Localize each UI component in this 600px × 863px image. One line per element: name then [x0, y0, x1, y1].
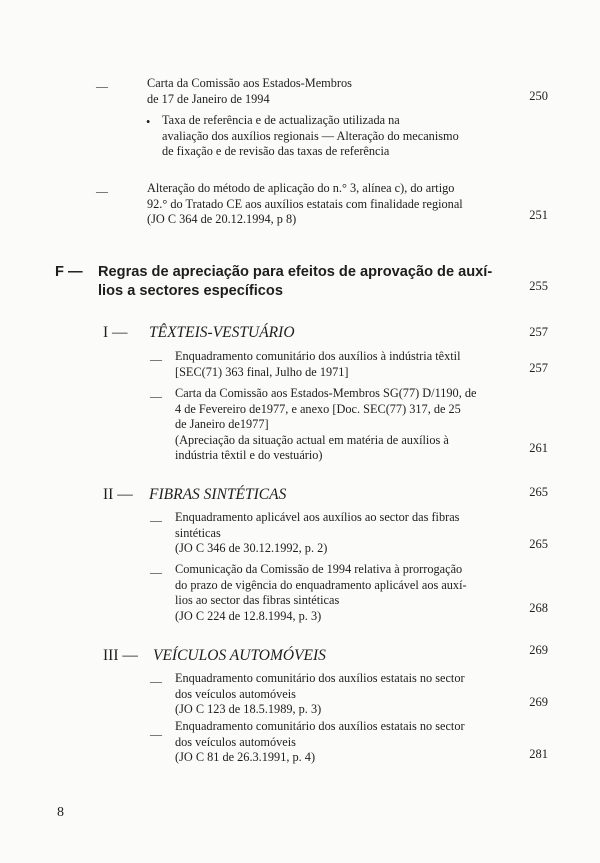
entry-text: [147, 76, 517, 107]
entry-line: Enquadramento comunitário dos auxílios estatais no sector: [175, 719, 465, 733]
entry-line: 92.° do Tratado CE aos auxílios estatais com finalidade regional: [147, 196, 463, 211]
entry-dash: —: [150, 565, 162, 579]
entry-line: indústria têxtil e do vestuário): [175, 448, 323, 462]
entry-line: Comunicação da Comissão de 1994 relativa à prorrogação: [175, 562, 463, 576]
entry-dash: —: [96, 79, 108, 93]
entry-line: dos veículos automóveis: [175, 734, 296, 749]
entry-text: [175, 349, 520, 380]
entry-dash: —: [150, 674, 162, 688]
entry-line: sintéticas: [175, 525, 221, 540]
entry-line: Carta da Comissão aos Estados-Membros SG(77) D/1190, de: [175, 386, 477, 400]
page-ref: 255: [529, 279, 548, 293]
entry-dash: —: [150, 389, 162, 403]
entry-text: [175, 671, 520, 718]
section-heading-line: lios a sectores específicos: [98, 283, 283, 299]
subsection-title: FIBRAS SINTÉTICAS: [149, 486, 287, 503]
entry-line: (JO C 346 de 30.12.1992, p. 2): [175, 541, 328, 555]
entry-line: [SEC(71) 363 final, Julho de 1971]: [175, 364, 349, 379]
subsection-title: VEÍCULOS AUTOMÓVEIS: [153, 647, 326, 664]
entry-line: Alteração do método de aplicação do n.° 3, alínea c), do artigo: [147, 181, 455, 195]
page-ref: 250: [529, 89, 548, 103]
entry-dash: —: [150, 513, 162, 527]
section-heading-line: Regras de apreciação para efeitos de aprovação de auxí-: [98, 264, 493, 280]
page-ref: 257: [529, 361, 548, 375]
page-ref: 261: [529, 441, 548, 455]
section-letter: F —: [55, 264, 83, 280]
subsection-numeral: III —: [103, 647, 138, 664]
bullet-text: [162, 113, 522, 160]
bullet-icon: •: [146, 115, 151, 129]
entry-dash: —: [150, 727, 162, 741]
entry-text: [175, 719, 520, 766]
page-ref: 251: [529, 208, 548, 222]
bullet-line: Taxa de referência e de actualização utilizada na: [162, 113, 400, 127]
entry-line: de Janeiro de1977]: [175, 417, 269, 431]
entry-line: Enquadramento aplicável aos auxílios ao sector das fibras: [175, 510, 460, 524]
entry-line: (JO C 81 de 26.3.1991, p. 4): [175, 750, 316, 764]
entry-text: [175, 386, 520, 464]
entry-line: Carta da Comissão aos Estados-Membros: [147, 76, 352, 90]
page-ref: 265: [529, 537, 548, 551]
entry-line: Enquadramento comunitário dos auxílios estatais no sector: [175, 671, 465, 685]
entry-dash: —: [96, 184, 108, 198]
entry-line: (JO C 123 de 18.5.1989, p. 3): [175, 702, 322, 716]
subsection-numeral: II —: [103, 486, 133, 503]
entry-line: de 17 de Janeiro de 1994: [147, 91, 270, 106]
page-ref: 265: [529, 485, 548, 499]
entry-text: [175, 510, 520, 557]
subsection-title: TÊXTEIS-VESTUÁRIO: [149, 324, 295, 341]
entry-line: (JO C 364 de 20.12.1994, p 8): [147, 212, 297, 226]
page-ref: 269: [529, 695, 548, 709]
entry-line: (Apreciação da situação actual em matéria de auxílios à: [175, 432, 449, 447]
entry-text: [147, 181, 517, 228]
subsection-numeral: I —: [103, 324, 128, 341]
page-number: 8: [57, 805, 64, 820]
page-ref: 257: [529, 325, 548, 339]
entry-line: do prazo de vigência do enquadramento aplicável aos auxí-: [175, 577, 467, 592]
bullet-line: de fixação e de revisão das taxas de referência: [162, 144, 390, 158]
section-heading: [98, 263, 518, 301]
bullet-line: avaliação dos auxílios regionais — Alteração do mecanismo: [162, 128, 459, 143]
entry-line: lios ao sector das fibras sintéticas: [175, 593, 340, 607]
entry-line: 4 de Fevereiro de1977, e anexo [Doc. SEC(77) 317, de 25: [175, 401, 461, 416]
entry-text: [175, 562, 520, 624]
page-ref: 269: [529, 643, 548, 657]
page-ref: 268: [529, 601, 548, 615]
entry-line: Enquadramento comunitário dos auxílios à indústria têxtil: [175, 349, 461, 363]
page-ref: 281: [529, 747, 548, 761]
entry-line: (JO C 224 de 12.8.1994, p. 3): [175, 608, 322, 623]
entry-line: dos veículos automóveis: [175, 686, 296, 701]
entry-dash: —: [150, 352, 162, 366]
